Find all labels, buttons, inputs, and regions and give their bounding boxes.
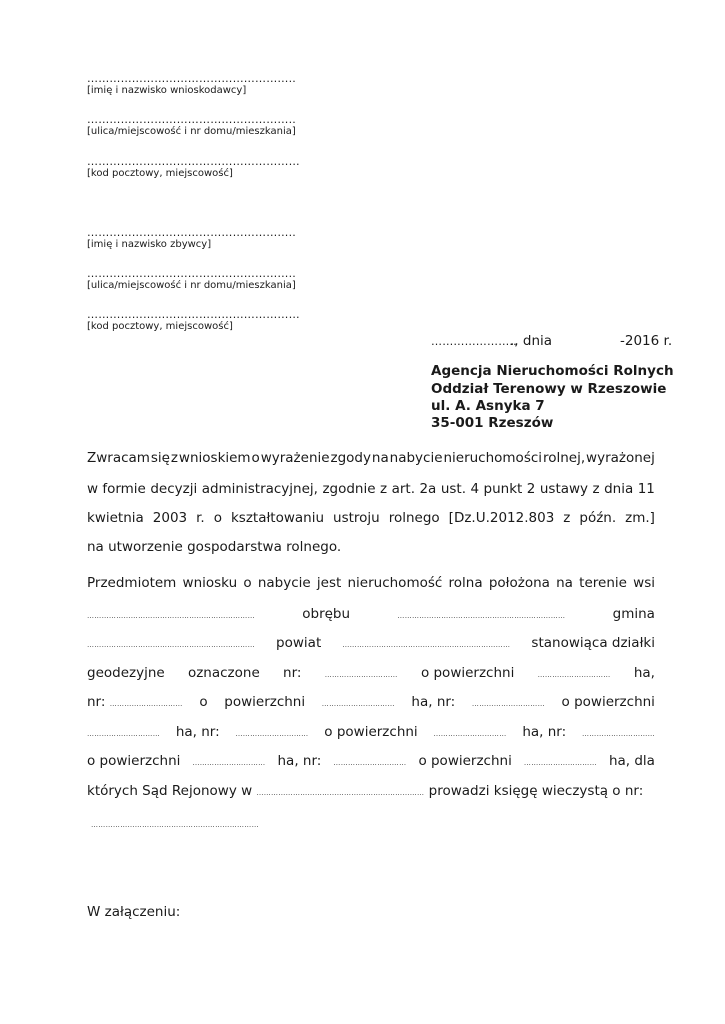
paragraph-2-line-2 [87,606,655,622]
word: rolna [448,575,483,591]
ha-nr-label: ha, nr: [411,694,456,710]
applicant-name-dots: ……………………………………………….. [87,72,296,85]
land-register-label: prowadzi księgę wieczystą o nr: [428,783,644,799]
word: o [243,575,252,591]
word: nabycie [257,575,311,591]
land-register-number-field[interactable]: …………………………………………………………… [91,821,259,829]
plot-number-field-2[interactable]: ………………………… [109,700,183,708]
word: kwietnia [87,510,144,526]
applicant-postal-label: [kod pocztowy, miejscowość] [87,168,233,179]
word: 4 [470,481,480,497]
word: późn. [579,510,617,526]
word: o [213,510,222,526]
ha-nr-label: ha, nr: [277,753,322,769]
word: r. [196,510,205,526]
word: z [563,510,571,526]
recipient-line-1: Agencja Nieruchomości Rolnych [431,363,674,379]
word: ustawy [539,481,589,497]
word: na [371,450,389,466]
area-label: o powierzchni [561,694,655,710]
word: terenie [579,575,627,591]
word: 11 [637,481,655,497]
word: z [380,481,388,497]
seller-postal-dots: ………………………………………………… [87,308,300,321]
paragraph-1-line-2 [87,481,655,497]
paragraph-1-line-1 [87,450,655,466]
applicant-postal-dots: ………………………………………………… [87,155,300,168]
word: ustroju [333,510,380,526]
word: jest [316,575,342,591]
seller-name-label: [imię i nazwisko zbywcy] [87,239,212,250]
area-field-5[interactable]: ………………………… [192,759,266,767]
word: rolnej, [542,450,586,466]
area-label: o powierzchni [420,665,515,681]
word: na [556,575,573,591]
seller-name-dots: ……………………………………………….. [87,226,296,239]
recipient-line-2: Oddział Terenowy w Rzeszowie [431,381,667,397]
word: wyrażonej [586,450,655,466]
word: wsi [633,575,655,591]
seller-postal-label: [kod pocztowy, miejscowość] [87,321,233,332]
ha-nr-label: ha, nr: [522,724,567,740]
area-field-3[interactable]: ………………………… [87,730,160,738]
word: z [170,450,178,466]
seller-street-dots: ……………………………………………….. [87,267,296,280]
plot-number-field-1[interactable]: ………………………… [324,671,398,679]
recipient-line-4: 35-001 Rzeszów [431,415,554,431]
applicant-street-label: [ulica/miejscowość i nr domu/mieszkania] [87,126,296,137]
stanowiaca-label: stanowiąca działki [531,635,655,651]
word: w formie [87,481,146,497]
word: art. [391,481,415,497]
word: zgodnie [322,481,376,497]
word: zgody [330,450,371,466]
word: punkt [483,481,523,497]
paragraph-1-line-4: na utworzenie gospodarstwa rolnego. [87,539,342,555]
village-field[interactable]: …………………………………………………………… [87,612,255,620]
word: położona [488,575,550,591]
paragraph-1-line-3 [87,510,655,526]
date-year: -2016 r. [620,333,673,349]
word: [Dz.U.2012.803 [448,510,555,526]
court-field[interactable]: …………………………………………………………… [256,789,425,797]
word: Zwracam [87,450,150,466]
word: rolnego [388,510,440,526]
word: Przedmiotem [87,575,177,591]
word: nieruchomości [443,450,543,466]
word: decyzji [150,481,198,497]
attachments-label: W załączeniu: [87,904,181,920]
plot-number-field-3[interactable]: ………………………… [471,700,545,708]
word: dnia [604,481,634,497]
court-label: których Sąd Rejonowy w [87,783,253,799]
word: wyrażenie [260,450,330,466]
gmina-field[interactable]: …………………………………………………………… [87,641,255,649]
paragraph-2-line-1 [87,575,655,591]
paragraph-2-line-6 [87,724,655,740]
o-word: o [199,694,208,710]
obrebu-label: obrębu [302,606,351,622]
seller-street-label: [ulica/miejscowość i nr domu/mieszkania] [87,280,296,291]
applicant-street-dots: ……………………………………………….. [87,113,296,126]
nr-label: nr: [283,665,302,681]
geodezyjne-word: geodezyjne [87,665,165,681]
area-label: o powierzchni [324,724,418,740]
applicant-name-label: [imię i nazwisko wnioskodawcy] [87,85,247,96]
paragraph-2-line-5 [87,694,655,710]
plot-number-field-6[interactable]: ………………………… [333,759,407,767]
area-field-1[interactable]: ………………………… [537,671,611,679]
word: się [150,450,170,466]
recipient-line-3: ul. A. Asnyka 7 [431,398,545,414]
word: 2003 [152,510,188,526]
date-place-dots: ………………….. [431,335,517,348]
word: administracyjnej, [201,481,318,497]
word: zm.] [625,510,655,526]
word: nabycie [389,450,443,466]
paragraph-2-line-8 [87,783,643,799]
paragraph-2-line-4 [87,665,655,681]
plot-number-field-4[interactable]: ………………………… [235,730,309,738]
ha-label: ha, [633,665,655,681]
powierzchni-word: powierzchni [224,694,306,710]
word: ust. [440,481,466,497]
word: z [592,481,600,497]
obrebu-field[interactable]: …………………………………………………………… [397,612,566,620]
word: nieruchomość [347,575,443,591]
area-field-4[interactable]: ………………………… [433,730,507,738]
plot-number-field-5[interactable]: ………………………… [581,730,655,738]
date-dnia: ., dnia [510,333,553,349]
area-label: o powierzchni [87,753,181,769]
powiat-field[interactable]: …………………………………………………………… [342,641,511,649]
nr-label: nr: [87,694,106,710]
area-field-2[interactable]: ………………………… [321,700,395,708]
oznaczone-word: oznaczone [187,665,260,681]
word: wniosku [182,575,238,591]
gmina-label: gmina [612,606,655,622]
word: o [251,450,260,466]
ha-dla-label: ha, dla [608,753,655,769]
powiat-label: powiat [276,635,322,651]
area-field-6[interactable]: ………………………… [523,759,597,767]
paragraph-2-line-3 [87,635,655,651]
paragraph-2-line-7 [87,753,655,769]
word: 2 [526,481,536,497]
area-label: o powierzchni [418,753,512,769]
word: kształtowaniu [230,510,325,526]
ha-nr-label: ha, nr: [175,724,220,740]
word: 2a [419,481,437,497]
word: wnioskiem [178,450,251,466]
